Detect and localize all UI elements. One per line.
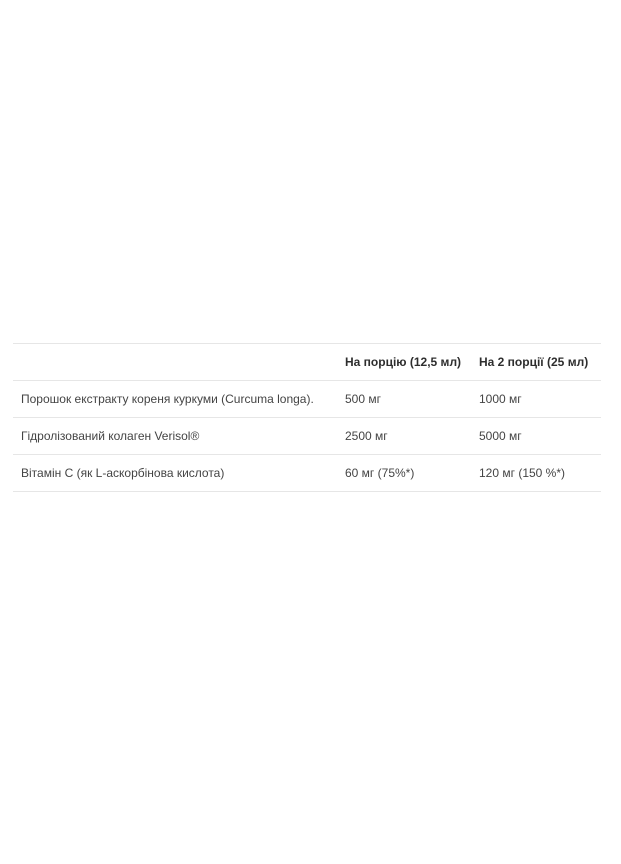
nutrition-table-container — [13, 343, 601, 492]
header-ingredient — [13, 344, 337, 381]
ingredient-name: Гідролізований колаген Verisol® — [13, 418, 337, 455]
nutrition-table — [13, 343, 601, 492]
per-serving-value: 2500 мг — [337, 418, 471, 455]
ingredient-name: Порошок екстракту кореня куркуми (Curcuma longa). — [13, 381, 337, 418]
per-serving-value: 60 мг (75%*) — [337, 455, 471, 492]
table-header-row — [13, 344, 601, 381]
per-serving-value: 500 мг — [337, 381, 471, 418]
per-two-servings-value: 5000 мг — [471, 418, 601, 455]
header-per-serving: На порцію (12,5 мл) — [337, 344, 471, 381]
table-row — [13, 455, 601, 492]
ingredient-name: Вітамін С (як L-аскорбінова кислота) — [13, 455, 337, 492]
table-row — [13, 418, 601, 455]
per-two-servings-value: 120 мг (150 %*) — [471, 455, 601, 492]
table-row — [13, 381, 601, 418]
per-two-servings-value: 1000 мг — [471, 381, 601, 418]
header-per-two-servings: На 2 порції (25 мл) — [471, 344, 601, 381]
